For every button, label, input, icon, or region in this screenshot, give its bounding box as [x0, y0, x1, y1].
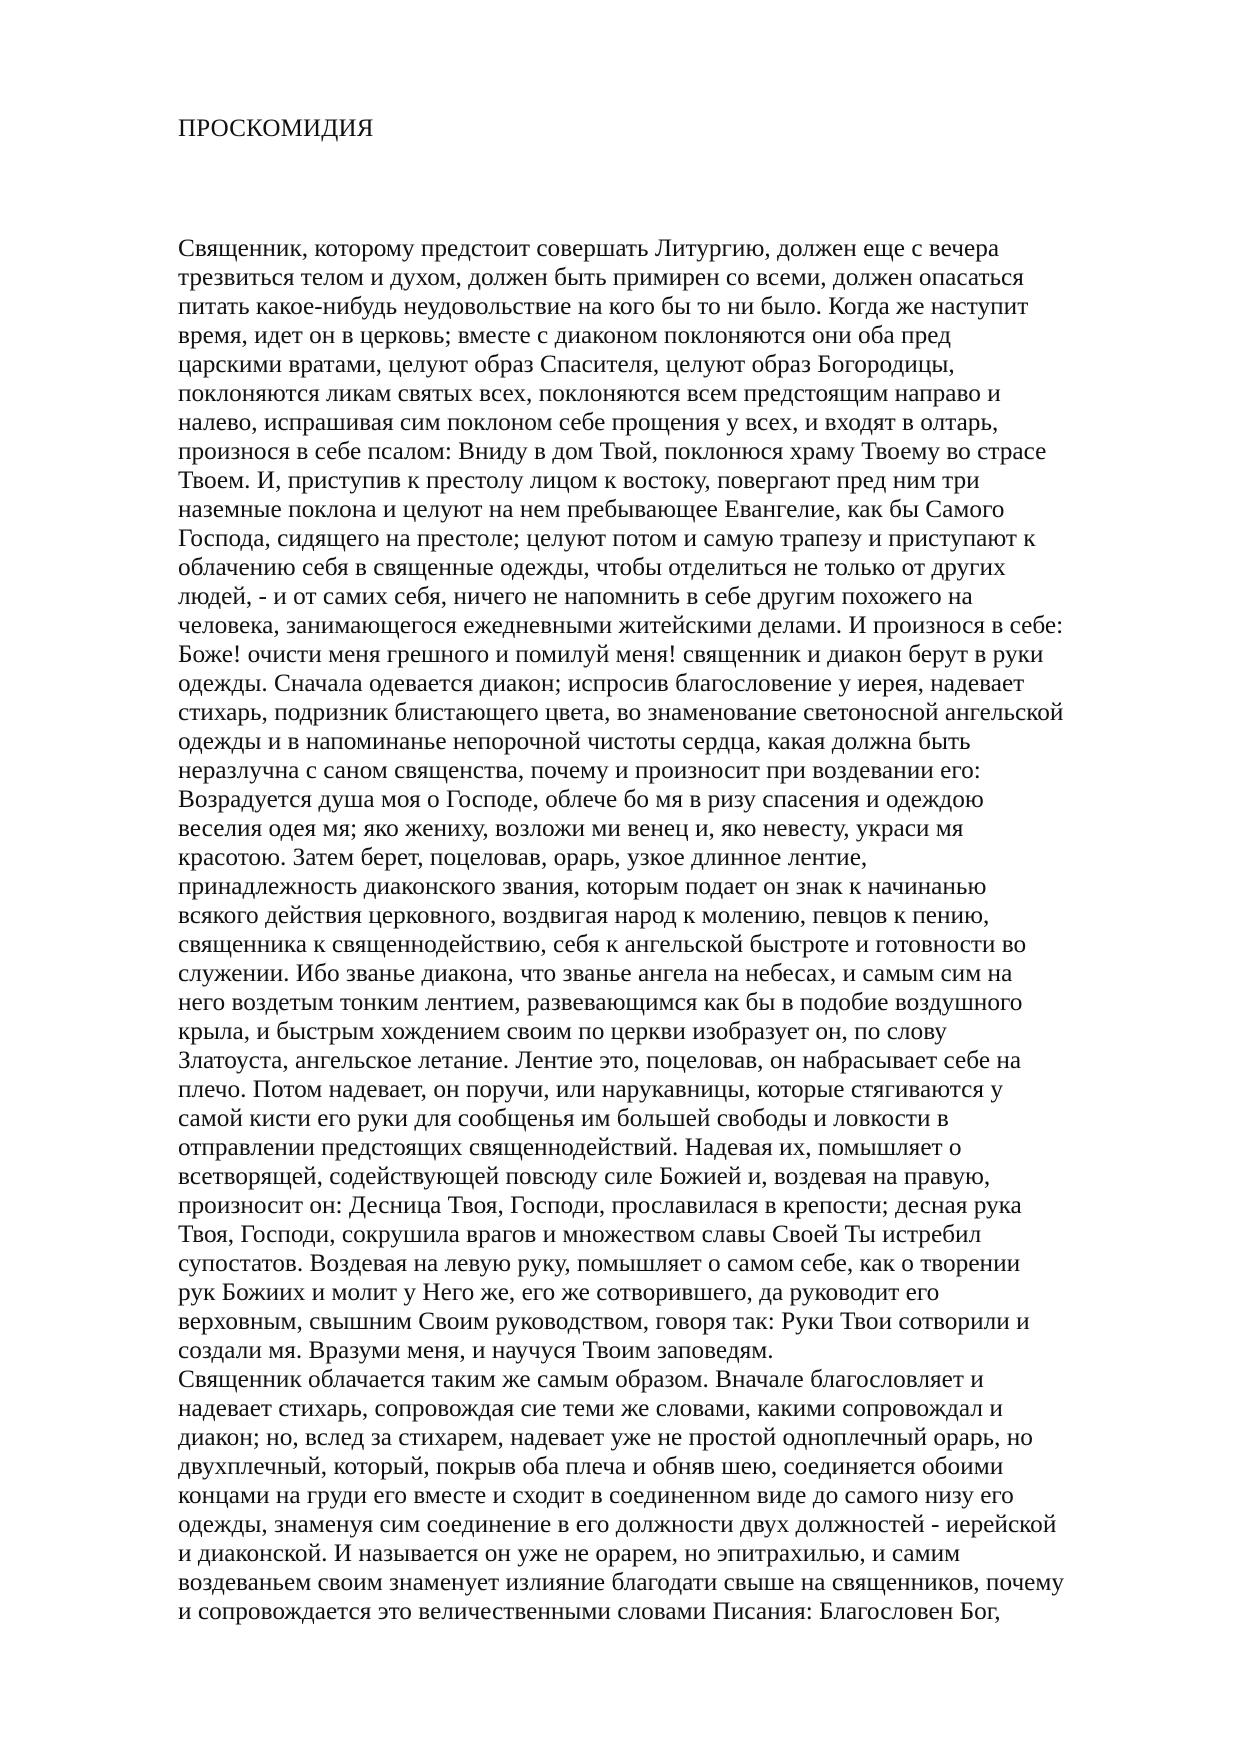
text-line: налево, испрашивая сим поклоном себе прощения у всех, и входят в олтарь, [178, 408, 999, 436]
text-line: облачению себя в священные одежды, чтобы отделиться не только от других [178, 553, 1006, 581]
text-line: рук Божиих и молит у Него же, его же сотворившего, да руководит его [178, 1278, 940, 1306]
text-line: надевает стихарь, сопровождая сие теми же словами, какими сопровождал и [178, 1394, 1003, 1422]
text-line: трезвиться телом и духом, должен быть примирен со всеми, должен опасаться [178, 263, 1024, 291]
text-line: двухплечный, который, покрыв оба плеча и обняв шею, соединяется обоими [178, 1452, 1004, 1480]
text-line: наземные поклона и целуют на нем пребывающее Евангелие, как бы Самого [178, 495, 1005, 523]
page-title: ПРОСКОМИДИЯ [178, 115, 374, 142]
text-line: принадлежность диаконского звания, которым подает он знак к начинанью [178, 872, 987, 900]
text-line: диакон; но, вслед за стихарем, надевает уже не простой одноплечный орарь, но [178, 1423, 1033, 1451]
text-line: Златоуста, ангельское летание. Лентие это, поцеловав, он набрасывает себе на [178, 1046, 1022, 1074]
text-line: плечо. Потом надевает, он поручи, или нарукавницы, которые стягиваются у [178, 1075, 1003, 1103]
document-body [178, 234, 1078, 1626]
text-line: одежды, знаменуя сим соединение в его должности двух должностей - иерейской [178, 1510, 1057, 1538]
text-line: Твоем. И, приступив к престолу лицом к востоку, повергают пред ним три [178, 466, 980, 494]
text-line: питать какое-нибудь неудовольствие на кого бы то ни было. Когда же наступит [178, 292, 1029, 320]
text-line: создали мя. Вразуми меня, и научуся Твоим заповедям. [178, 1336, 774, 1364]
text-line: неразлучна с саном священства, почему и произносит при воздевании его: [178, 756, 981, 784]
text-line: время, идет он в церковь; вместе с диаконом поклоняются они оба пред [178, 321, 952, 349]
text-line: концами на груди его вместе и сходит в соединенном виде до самого низу его [178, 1481, 1014, 1509]
text-line: супостатов. Воздевая на левую руку, помышляет о самом себе, как о творении [178, 1249, 1021, 1277]
text-line: Возрадуется душа моя о Господе, облече бо мя в ризу спасения и одеждою [178, 785, 984, 813]
text-line: произносит он: Десница Твоя, Господи, прославилася в крепости; десная рука [178, 1191, 1022, 1219]
text-line: самой кисти его руки для сообщенья им большей свободы и ловкости в [178, 1104, 949, 1132]
text-line: всетворящей, содействующей повсюду силе Божией и, воздевая на правую, [178, 1162, 991, 1190]
text-line: и диаконской. И называется он уже не орарем, но эпитрахилью, и самим [178, 1539, 961, 1567]
text-line: одежды и в напоминанье непорочной чистоты сердца, какая должна быть [178, 727, 971, 755]
text-line: поклоняются ликам святых всех, поклоняются всем предстоящим направо и [178, 379, 1001, 407]
text-line: веселия одея мя; яко жениху, возложи ми венец и, яко невесту, украси мя [178, 814, 964, 842]
text-line: него воздетым тонким лентием, развевающимся как бы в подобие воздушного [178, 988, 1023, 1016]
text-line: всякого действия церковного, воздвигая народ к молению, певцов к пению, [178, 901, 990, 929]
text-line: Твоя, Господи, сокрушила врагов и множеством славы Своей Ты истребил [178, 1220, 982, 1248]
text-line: воздеваньем своим знаменует излияние благодати свыше на священников, почему [178, 1568, 1065, 1596]
text-line: красотою. Затем берет, поцеловав, орарь, узкое длинное лентие, [178, 843, 868, 871]
text-line: верховным, свышним Своим руководством, говоря так: Руки Твои сотворили и [178, 1307, 1030, 1335]
text-line: Священник облачается таким же самым образом. Вначале благословляет и [178, 1365, 984, 1393]
text-line: произнося в себе псалом: Вниду в дом Твой, поклонюся храму Твоему во страсе [178, 437, 1047, 465]
text-line: и сопровождается это величественными словами Писания: Благословен Бог, [178, 1597, 1001, 1625]
text-line: царскими вратами, целуют образ Спасителя, целуют образ Богородицы, [178, 350, 955, 378]
text-line: одежды. Сначала одевается диакон; испросив благословение у иерея, надевает [178, 669, 1025, 697]
text-line: отправлении предстоящих священнодействий. Надевая их, помышляет о [178, 1133, 962, 1161]
text-line: Господа, сидящего на престоле; целуют потом и самую трапезу и приступают к [178, 524, 1036, 552]
text-line: человека, занимающегося ежедневными житейскими делами. И произнося в себе: [178, 611, 1064, 639]
text-line: священника к священнодействию, себя к ангельской быстроте и готовности во [178, 930, 1027, 958]
text-line: Священник, которому предстоит совершать Литургию, должен еще с вечера [178, 234, 1000, 262]
text-line: людей, - и от самих себя, ничего не напомнить в себе другим похожего на [178, 582, 973, 610]
text-line: Боже! очисти меня грешного и помилуй меня! священник и диакон берут в руки [178, 640, 1044, 668]
text-line: служении. Ибо званье диакона, что званье ангела на небесах, и самым сим на [178, 959, 1013, 987]
text-line: стихарь, подризник блистающего цвета, во знаменование светоносной ангельской [178, 698, 1064, 726]
text-line: крыла, и быстрым хождением своим по церкви изобразует он, по слову [178, 1017, 947, 1045]
